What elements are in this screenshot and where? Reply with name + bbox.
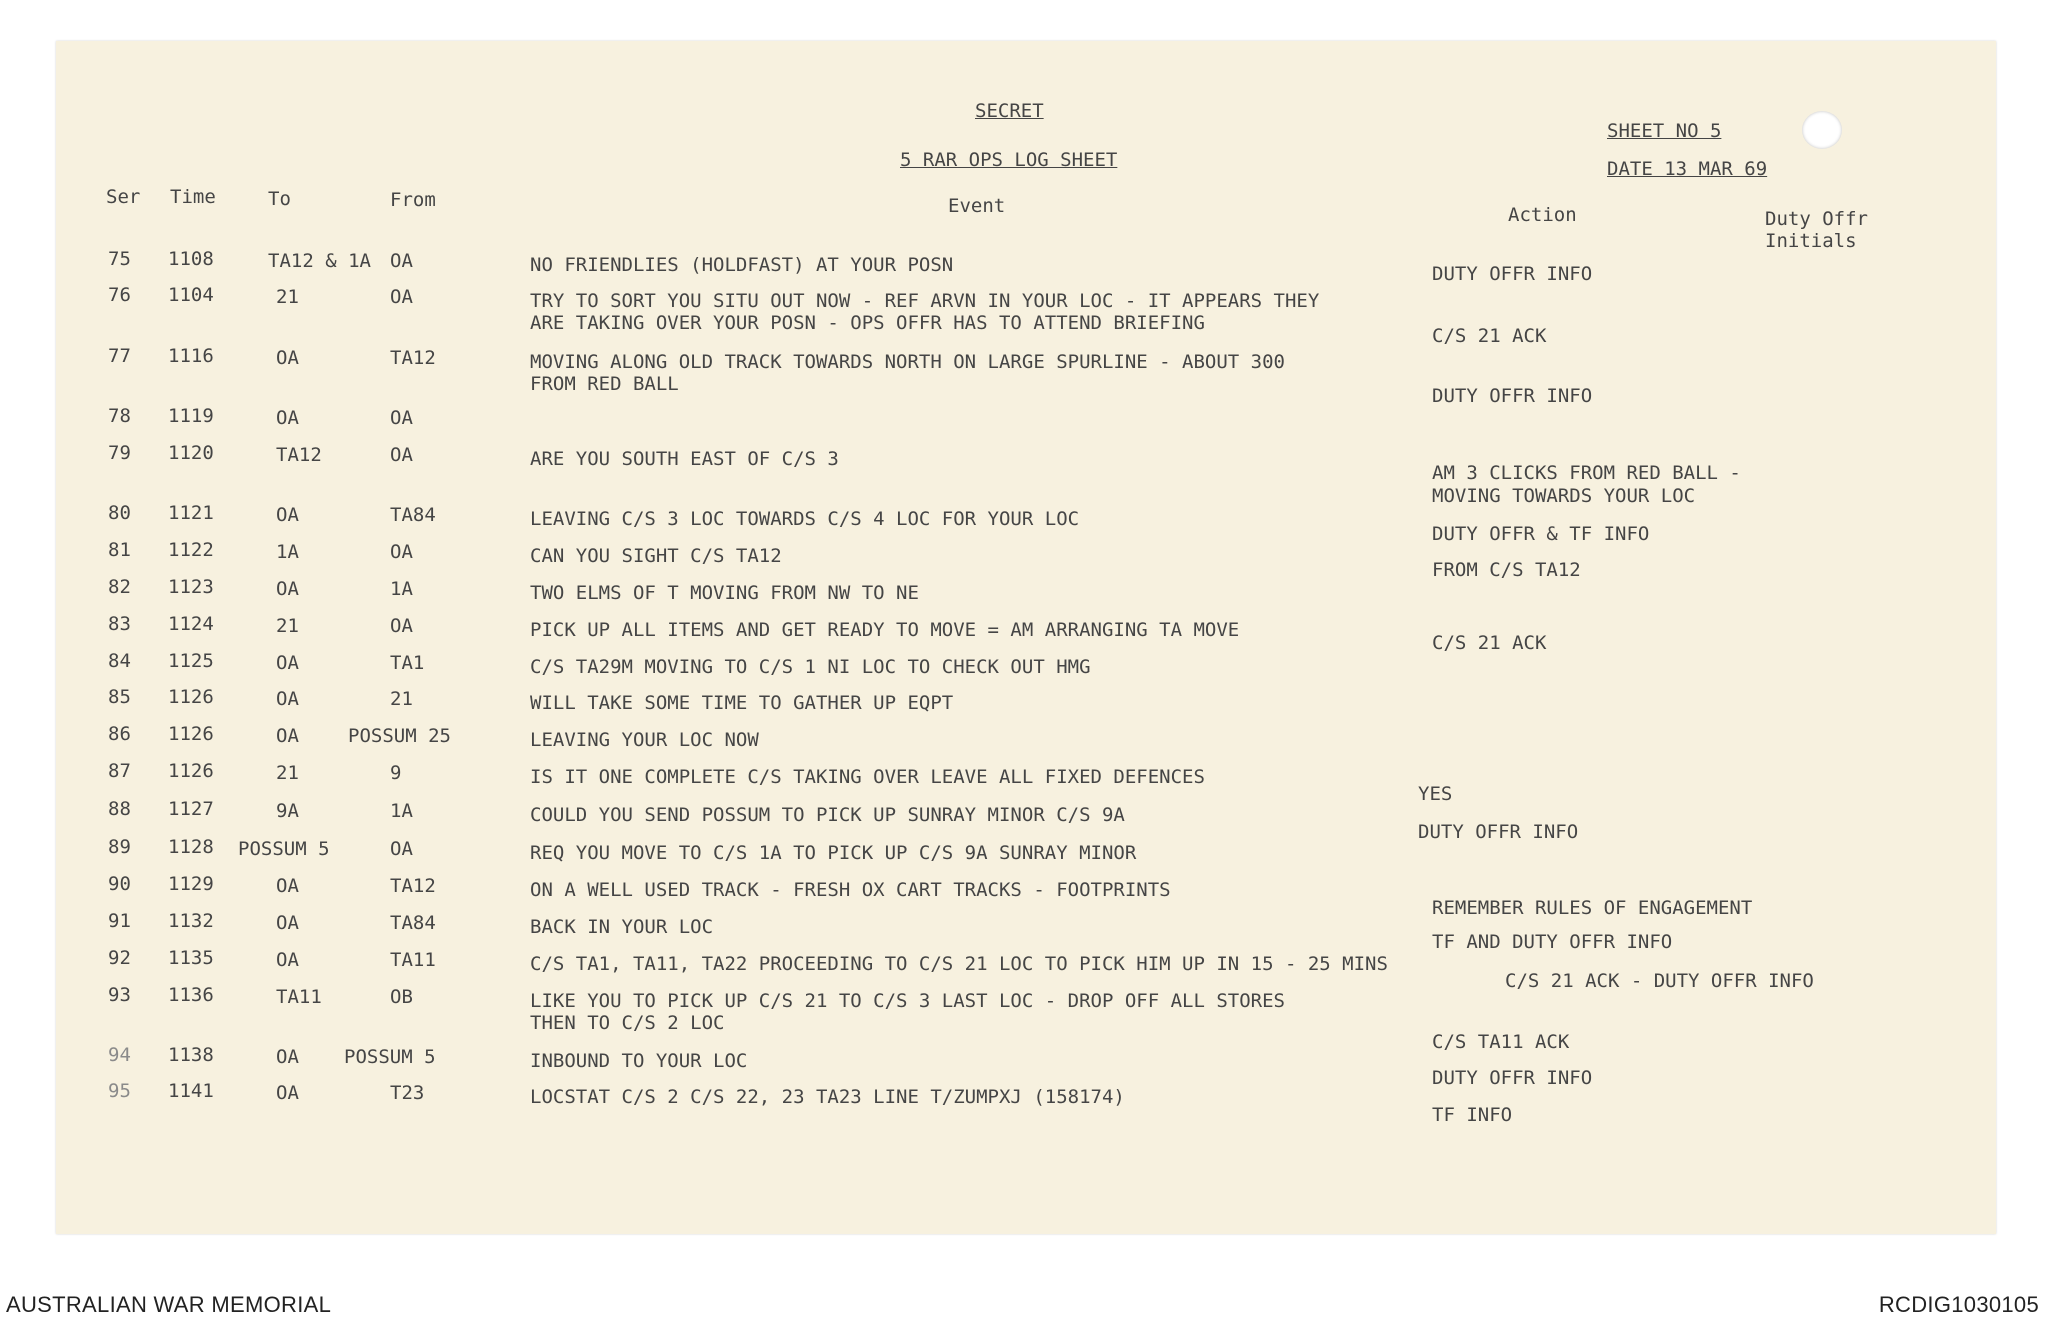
row-time: 1104 — [168, 284, 214, 306]
sheet-date: DATE 13 MAR 69 — [1607, 158, 1768, 180]
row-event-line: LIKE YOU TO PICK UP C/S 21 TO C/S 3 LAST LOC - DROP OFF ALL STORES — [530, 990, 1285, 1012]
row-event-line: COULD YOU SEND POSSUM TO PICK UP SUNRAY MINOR C/S 9A — [530, 804, 1125, 826]
row-to: 1A — [276, 541, 299, 563]
row-to: OA — [276, 875, 299, 897]
row-to: OA — [276, 1082, 299, 1104]
row-to: TA12 — [276, 444, 322, 466]
row-action-line: TF AND DUTY OFFR INFO — [1432, 931, 1673, 953]
row-action-line: DUTY OFFR INFO — [1418, 821, 1579, 843]
row-from: 1A — [390, 800, 413, 822]
row-event-line: MOVING ALONG OLD TRACK TOWARDS NORTH ON LARGE SPURLINE - ABOUT 300 — [530, 351, 1285, 373]
row-to: TA12 & 1A — [268, 250, 371, 272]
row-from: 1A — [390, 578, 413, 600]
sheet-number: SHEET NO 5 — [1607, 120, 1722, 142]
row-ser: 77 — [108, 345, 131, 367]
row-ser: 94 — [108, 1044, 131, 1066]
row-ser: 87 — [108, 760, 131, 782]
row-time: 1122 — [168, 539, 214, 561]
row-ser: 83 — [108, 613, 131, 635]
row-time: 1126 — [168, 686, 214, 708]
row-ser: 85 — [108, 686, 131, 708]
row-ser: 89 — [108, 836, 131, 858]
row-time: 1121 — [168, 502, 214, 524]
row-from: TA12 — [390, 347, 436, 369]
row-action-line: YES — [1418, 783, 1453, 805]
row-time: 1123 — [168, 576, 214, 598]
row-ser: 76 — [108, 284, 131, 306]
row-event-line: PICK UP ALL ITEMS AND GET READY TO MOVE = AM ARRANGING TA MOVE — [530, 619, 1240, 641]
row-ser: 88 — [108, 798, 131, 820]
row-to: 21 — [276, 615, 299, 637]
col-header-event: Event — [948, 195, 1006, 217]
row-to: OA — [276, 578, 299, 600]
row-action-line: DUTY OFFR INFO — [1432, 385, 1593, 407]
col-header-to: To — [268, 188, 291, 210]
row-to: OA — [276, 407, 299, 429]
source-caption: AUSTRALIAN WAR MEMORIAL — [6, 1292, 332, 1317]
row-from: 21 — [390, 688, 413, 710]
row-from: OA — [390, 407, 413, 429]
row-from: 9 — [390, 762, 402, 784]
row-from: TA11 — [390, 949, 436, 971]
row-time: 1127 — [168, 798, 214, 820]
row-action-line: DUTY OFFR INFO — [1432, 1067, 1593, 1089]
row-ser: 92 — [108, 947, 131, 969]
row-time: 1124 — [168, 613, 214, 635]
row-from: TA1 — [390, 652, 425, 674]
punch-hole — [1802, 111, 1842, 149]
row-action-line: FROM C/S TA12 — [1432, 559, 1581, 581]
row-action-line: DUTY OFFR & TF INFO — [1432, 523, 1650, 545]
row-event-line: C/S TA29M MOVING TO C/S 1 NI LOC TO CHECK OUT HMG — [530, 656, 1091, 678]
row-event-line: TRY TO SORT YOU SITU OUT NOW - REF ARVN IN YOUR LOC - IT APPEARS THEY — [530, 290, 1320, 312]
row-from: OA — [390, 838, 413, 860]
row-action-line: DUTY OFFR INFO — [1432, 263, 1593, 285]
row-event-line: INBOUND TO YOUR LOC — [530, 1050, 748, 1072]
classification-label: SECRET — [975, 100, 1044, 122]
row-action-line: C/S 21 ACK — [1432, 632, 1547, 654]
row-time: 1136 — [168, 984, 214, 1006]
row-ser: 91 — [108, 910, 131, 932]
row-ser: 95 — [108, 1080, 131, 1102]
row-time: 1135 — [168, 947, 214, 969]
row-time: 1120 — [168, 442, 214, 464]
row-ser: 90 — [108, 873, 131, 895]
row-event-line: THEN TO C/S 2 LOC — [530, 1012, 725, 1034]
row-action-line: MOVING TOWARDS YOUR LOC — [1432, 485, 1696, 507]
row-from: T23 — [390, 1082, 425, 1104]
row-from: TA12 — [390, 875, 436, 897]
sheet-title: 5 RAR OPS LOG SHEET — [900, 149, 1118, 171]
col-header-action: Action — [1508, 204, 1577, 226]
row-from: OA — [390, 286, 413, 308]
col-header-time: Time — [170, 186, 216, 208]
row-from: POSSUM 25 — [348, 725, 451, 747]
row-from: OB — [390, 986, 413, 1008]
col-header-ser: Ser — [106, 186, 141, 208]
row-event-line: LEAVING YOUR LOC NOW — [530, 729, 759, 751]
row-ser: 86 — [108, 723, 131, 745]
row-from: OA — [390, 444, 413, 466]
row-to: 9A — [276, 800, 299, 822]
row-from: TA84 — [390, 912, 436, 934]
row-action-line: TF INFO — [1432, 1104, 1513, 1126]
row-ser: 82 — [108, 576, 131, 598]
row-from: OA — [390, 541, 413, 563]
row-action-line: C/S 21 ACK - DUTY OFFR INFO — [1505, 970, 1814, 992]
row-from: OA — [390, 250, 413, 272]
row-time: 1138 — [168, 1044, 214, 1066]
row-ser: 75 — [108, 248, 131, 270]
row-event-line: ARE YOU SOUTH EAST OF C/S 3 — [530, 448, 839, 470]
row-action-line: C/S TA11 ACK — [1432, 1031, 1570, 1053]
row-time: 1128 — [168, 836, 214, 858]
row-to: 21 — [276, 762, 299, 784]
row-event-line: LOCSTAT C/S 2 C/S 22, 23 TA23 LINE T/ZUMPXJ (158174) — [530, 1086, 1125, 1108]
row-ser: 81 — [108, 539, 131, 561]
row-ser: 93 — [108, 984, 131, 1006]
row-from: POSSUM 5 — [344, 1046, 436, 1068]
catalog-id: RCDIG1030105 — [1878, 1292, 2039, 1317]
row-event-line: REQ YOU MOVE TO C/S 1A TO PICK UP C/S 9A SUNRAY MINOR — [530, 842, 1137, 864]
row-to: POSSUM 5 — [238, 838, 330, 860]
row-to: OA — [276, 725, 299, 747]
row-to: OA — [276, 504, 299, 526]
col-header-initials: Duty Offr Initials — [1765, 208, 1868, 252]
row-time: 1119 — [168, 405, 214, 427]
row-event-line: BACK IN YOUR LOC — [530, 916, 714, 938]
row-action-line: AM 3 CLICKS FROM RED BALL - — [1432, 462, 1741, 484]
row-time: 1116 — [168, 345, 214, 367]
row-time: 1132 — [168, 910, 214, 932]
row-to: OA — [276, 949, 299, 971]
row-to: OA — [276, 688, 299, 710]
row-event-line: WILL TAKE SOME TIME TO GATHER UP EQPT — [530, 692, 954, 714]
row-time: 1126 — [168, 760, 214, 782]
row-time: 1108 — [168, 248, 214, 270]
row-to: 21 — [276, 286, 299, 308]
row-from: OA — [390, 615, 413, 637]
row-event-line: LEAVING C/S 3 LOC TOWARDS C/S 4 LOC FOR YOUR LOC — [530, 508, 1080, 530]
row-ser: 78 — [108, 405, 131, 427]
row-event-line: IS IT ONE COMPLETE C/S TAKING OVER LEAVE ALL FIXED DEFENCES — [530, 766, 1205, 788]
row-ser: 80 — [108, 502, 131, 524]
row-to: OA — [276, 652, 299, 674]
row-time: 1141 — [168, 1080, 214, 1102]
row-to: TA11 — [276, 986, 322, 1008]
row-to: OA — [276, 1046, 299, 1068]
row-ser: 84 — [108, 650, 131, 672]
row-action-line: C/S 21 ACK — [1432, 325, 1547, 347]
row-event-line: ARE TAKING OVER YOUR POSN - OPS OFFR HAS TO ATTEND BRIEFING — [530, 312, 1205, 334]
row-ser: 79 — [108, 442, 131, 464]
row-to: OA — [276, 347, 299, 369]
col-header-from: From — [390, 189, 436, 211]
row-from: TA84 — [390, 504, 436, 526]
row-time: 1126 — [168, 723, 214, 745]
row-time: 1125 — [168, 650, 214, 672]
row-to: OA — [276, 912, 299, 934]
row-time: 1129 — [168, 873, 214, 895]
row-event-line: ON A WELL USED TRACK - FRESH OX CART TRACKS - FOOTPRINTS — [530, 879, 1171, 901]
row-event-line: CAN YOU SIGHT C/S TA12 — [530, 545, 782, 567]
row-action-line: REMEMBER RULES OF ENGAGEMENT — [1432, 897, 1753, 919]
row-event-line: NO FRIENDLIES (HOLDFAST) AT YOUR POSN — [530, 254, 954, 276]
row-event-line: TWO ELMS OF T MOVING FROM NW TO NE — [530, 582, 919, 604]
row-event-line: C/S TA1, TA11, TA22 PROCEEDING TO C/S 21 LOC TO PICK HIM UP IN 15 - 25 MINS — [530, 953, 1388, 975]
row-event-line: FROM RED BALL — [530, 373, 679, 395]
